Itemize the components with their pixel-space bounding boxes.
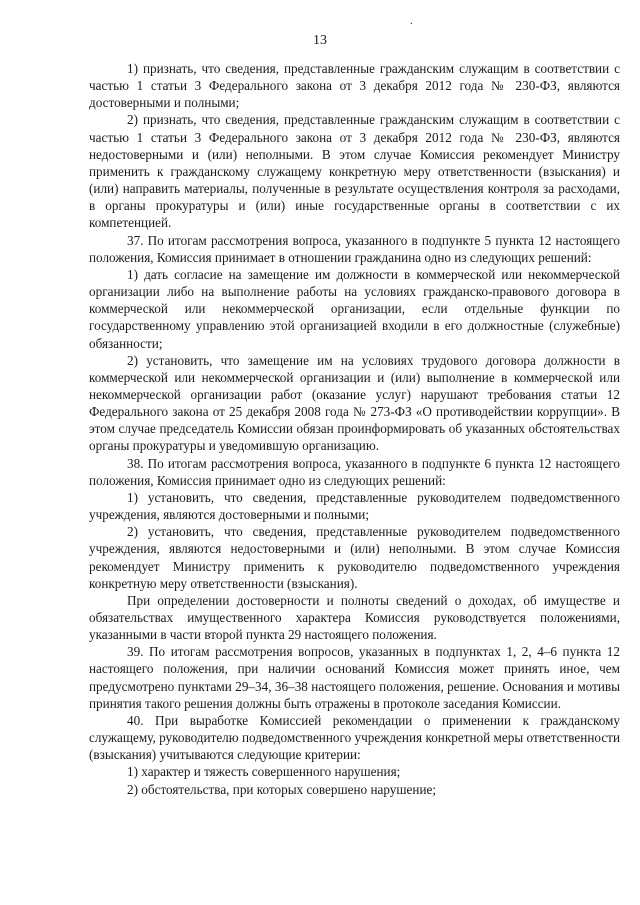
paragraph-38-note: При определении достоверности и полноты сведений о доходах, об имуществе и обязательствах имущественного характера Комиссия руководствуется положениями, указанными в части второй пункта 29 настоящего положения.	[89, 592, 620, 643]
paragraph-36-1: 1) признать, что сведения, представленные гражданским служащим в соответствии с частью 1 статьи 3 Федерального закона от 3 декабря 2012 года № 230-ФЗ, являются достоверными и полными;	[89, 61, 620, 111]
paragraph-37: 37. По итогам рассмотрения вопроса, указанного в подпункте 5 пункта 12 настоящего положения, Комиссия принимает в отношении гражданина одно из следующих решений:	[89, 232, 620, 265]
paragraph-40-1: 1) характер и тяжесть совершенного нарушения;	[127, 764, 401, 780]
document-body	[89, 60, 620, 798]
paragraph-38-1: 1) установить, что сведения, представленные руководителем подведомственного учреждения, являются достоверными и полными;	[89, 489, 620, 523]
paragraph-38: 38. По итогам рассмотрения вопроса, указанного в подпункте 6 пункта 12 настоящего положения, Комиссия принимает одно из следующих решений:	[89, 455, 620, 488]
paragraph-37-1: 1) дать согласие на замещение им должности в коммерческой или некоммерческой организации либо на выполнение работы на условиях гражданско-правового договора в коммерческой или некоммерческой организации, если отдельные функции по государственному управлению этой организацией входили в его должностные (служебные) обязанности;	[89, 266, 620, 351]
scan-dot: .	[410, 16, 413, 27]
paragraph-37-2: 2) установить, что замещение им на условиях трудового договора должности в коммерческой или некоммерческой организации и (или) выполнение в коммерческой или некоммерческой организации работ (оказание услуг) нарушают требования статьи 12 Федерального закона от 25 декабря 2008 года № 273-ФЗ «О противодействии коррупции». В этом случае председатель Комиссии обязан проинформировать об указанных обстоятельствах органы прокуратуры и уведомившую организацию.	[89, 352, 620, 454]
paragraph-39: 39. По итогам рассмотрения вопросов, указанных в подпунктах 1, 2, 4–6 пункта 12 настоящего положения, при наличии оснований Комиссия может принять иное, чем предусмотрено пунктами 29–34, 36–38 настоящего положения, решение. Основания и мотивы принятия такого решения должны быть отражены в протоколе заседания Комиссии.	[89, 644, 620, 711]
paragraph-38-2: 2) установить, что сведения, представленные руководителем подведомственного учреждения, являются недостоверными и (или) неполными. В этом случае Комиссия рекомендует Министру применить к руководителю подведомственного учреждения конкретную меру ответственности (взыскания).	[89, 524, 620, 591]
paragraph-40-2: 2) обстоятельства, при которых совершено нарушение;	[127, 781, 437, 797]
paragraph-40: 40. При выработке Комиссией рекомендации о применении к гражданскому служащему, руководителю подведомственного учреждения конкретной меры ответственности (взыскания) учитываются следующие критерии:	[89, 712, 620, 763]
page-number: 13	[313, 33, 327, 48]
paragraph-36-2: 2) признать, что сведения, представленные гражданским служащим в соответствии с частью 1 статьи 3 Федерального закона от 3 декабря 2012 года № 230-ФЗ, являются недостоверными и (или) неполными. В этом случае Комиссия рекомендует Министру применить к гражданскому служащему конкретную меру ответственности (взыскания) и (или) направить материалы, полученные в результате осуществления контроля за расходами, в органы прокуратуры и (или) иные государственные органы в соответствии с их компетенцией.	[89, 112, 620, 231]
